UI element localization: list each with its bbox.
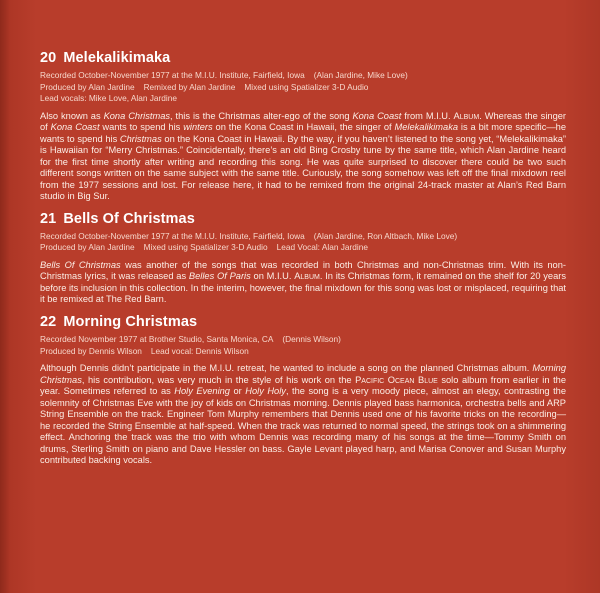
track-21	[38, 211, 566, 306]
credit-part: Remixed by Alan Jardine	[143, 81, 236, 92]
credit-line	[40, 334, 566, 346]
text-run: Although Dennis didn’t participate in the M.I.U. retreat, he wanted to include a song on the planned Christmas album.	[40, 363, 533, 374]
track-title: Melekalikimaka	[63, 50, 171, 66]
track-22	[38, 314, 566, 467]
text-run: on the Kona Coast in Hawaii. By the way, if you haven’t listened to the song yet, “Melekalikimaka” is Hawaiian for “Merry Christmas.” Coincidentally, there’s an old Bing Crosby tune by the same title, which Alan Jardine heard for the first time shortly after writing and recording this song. He was quite surprised to discover there could be two such different songs written on the same subject with the same title. Curiously, the song somehow was left off the final mixdown reel from the 1977 sessions and lost. For release here, it had to be remixed from the original 24-track master at Alan’s Red Barn studio in Big Sur.	[40, 133, 566, 202]
italic-title: Bells Of Christmas	[40, 259, 121, 270]
italic-title: Belles Of Paris	[188, 271, 251, 282]
track-heading	[40, 211, 566, 227]
small-caps-text: Album	[294, 271, 320, 282]
credit-line	[40, 82, 566, 94]
credit-part: (Dennis Wilson)	[282, 333, 341, 344]
track-number: 22	[40, 313, 57, 330]
track-number: 21	[40, 210, 57, 227]
credit-line	[40, 242, 566, 254]
credit-line	[40, 346, 566, 358]
credit-part: Recorded November 1977 at Brother Studio, Santa Monica, CA	[40, 333, 274, 344]
track-description	[40, 363, 566, 467]
text-run: is a bit more specific—he wants to spend his	[40, 122, 566, 144]
italic-title: Melekalikimaka	[394, 122, 459, 133]
italic-title: Holy Holy	[245, 386, 286, 397]
italic-title: Kona Coast	[352, 110, 402, 121]
credit-line	[40, 70, 566, 82]
text-run: . In its Christmas form, it remained on the shelf for 20 years before its inclusion in this collection. In the interim, however, the final mixdown for this song was lost or misplaced, requiring that it be remixed at The Red Barn.	[40, 271, 566, 305]
track-number: 20	[40, 50, 57, 66]
credit-part: Lead vocals: Mike Love, Alan Jardine	[40, 93, 177, 104]
text-run: wants to spend his	[99, 122, 184, 133]
small-caps-text: Album	[453, 110, 480, 121]
text-run: was another of the songs that was recorded in both Christmas and non-Christmas trim. With its non-Christmas lyrics, it was released as	[40, 259, 566, 282]
text-run: , this is the Christmas alter-ego of the song	[170, 110, 353, 121]
credit-part: Produced by Alan Jardine	[40, 81, 135, 92]
credit-part: (Alan Jardine, Ron Altbach, Mike Love)	[313, 230, 458, 241]
credit-part: Recorded October-November 1977 at the M.I.U. Institute, Fairfield, Iowa	[40, 230, 305, 241]
credit-part: Produced by Dennis Wilson	[40, 345, 142, 356]
italic-title: Holy Evening	[174, 386, 230, 397]
track-description	[40, 260, 566, 306]
track-heading	[40, 314, 566, 330]
track-heading	[40, 50, 566, 66]
track-credits	[40, 334, 566, 357]
track-credits	[40, 70, 566, 105]
track-credits	[40, 231, 566, 254]
italic-title: Morning Christmas	[40, 363, 566, 385]
small-caps-text: Pacific Ocean Blue	[355, 374, 438, 385]
text-run: solo album from earlier in the year. Sometimes referred to as	[40, 374, 566, 397]
credit-part: Recorded October-November 1977 at the M.I.U. Institute, Fairfield, Iowa	[40, 70, 305, 80]
italic-title: Kona Christmas	[103, 110, 171, 121]
credit-line	[40, 231, 566, 243]
italic-title: Kona Coast	[50, 122, 100, 133]
track-description	[40, 111, 566, 203]
track-title: Morning Christmas	[63, 313, 198, 330]
text-run: on the Kona Coast in Hawaii, the singer of	[212, 122, 395, 133]
credit-part: Lead vocal: Dennis Wilson	[150, 345, 249, 356]
credit-part: Lead Vocal: Alan Jardine	[276, 242, 368, 253]
text-run: . Whereas the singer of	[40, 110, 567, 133]
track-20	[38, 50, 566, 203]
credit-part: Mixed using Spatializer 3-D Audio	[143, 242, 268, 253]
italic-title: Christmas	[119, 133, 162, 144]
text-run: from M.I.U.	[401, 110, 454, 121]
credit-part: (Alan Jardine, Mike Love)	[313, 70, 408, 80]
italic-title: winters	[183, 122, 213, 133]
credit-part: Produced by Alan Jardine	[40, 242, 135, 253]
page-fold-shadow	[0, 0, 10, 593]
text-run: or	[229, 386, 246, 397]
text-run: , his contribution, was very much in the style of his work on the	[81, 374, 356, 385]
credit-part: Mixed using Spatializer 3-D Audio	[244, 81, 369, 92]
credit-line	[40, 93, 566, 105]
text-run: on M.I.U.	[250, 271, 295, 282]
track-title: Bells Of Christmas	[63, 210, 195, 227]
text-run: Also known as	[40, 110, 104, 121]
text-run: , the song is a very moody piece, almost an elegy, contrasting the solemnity of Christmas Eve with the joy of kids on Christmas morning. Dennis played bass harmonica, orchestra bells and ARP String Ensemble on the track. Engineer Tom Murphy remembers that Dennis used one of his favorite tricks on the recording—he recorded the String Ensemble at half-speed. When the track was returned to normal speed, the strings took on a shimmering effect. Anchoring the track was the trio with whom Dennis was recording many of his songs at the time—Tommy Smith on drums, Sterling Smith on piano and Dave Hessler on bass. Gayle Levant played harp, and Marisa Conover and Susan Murphy contributed backing vocals.	[40, 386, 567, 466]
